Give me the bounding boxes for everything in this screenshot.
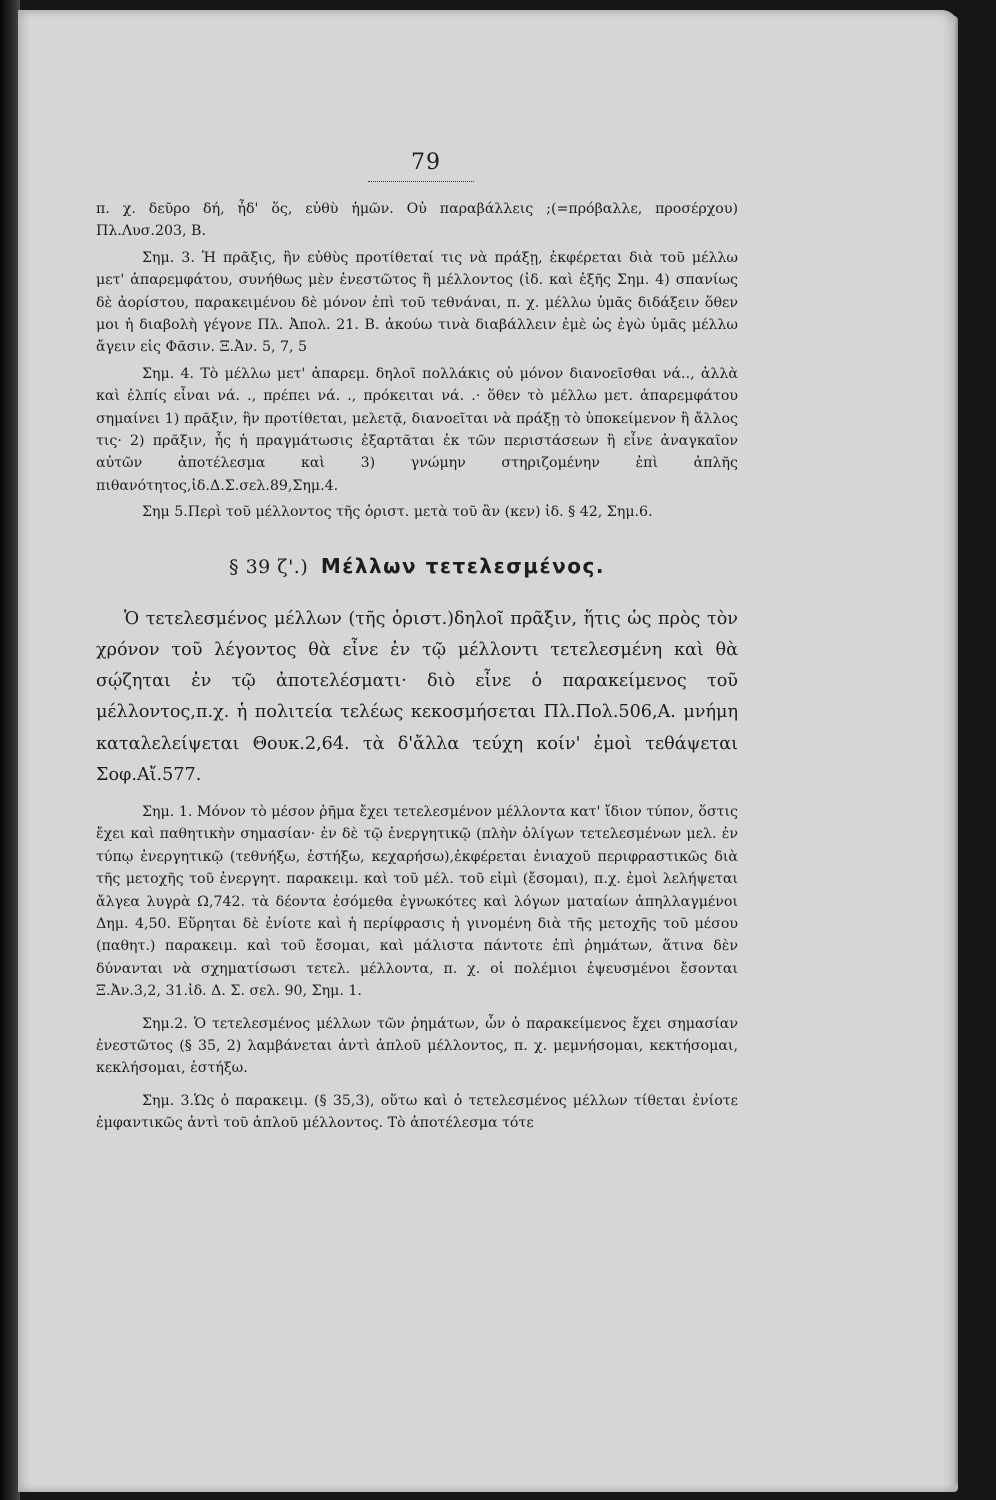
note-5-paragraph: Σημ 5.Περὶ τοῦ μέλλοντος τῆς ὁριστ. μετὰ τοῦ ἂν (κεν) ἰδ. § 42, Σημ.6.	[142, 504, 653, 521]
page-edge	[954, 16, 958, 1486]
section-heading	[96, 554, 738, 578]
page-content	[96, 150, 738, 1135]
section-note-3-paragraph: Σημ. 3.Ὡς ὁ παρακειμ. (§ 35,3), οὕτω καὶ ὁ τετελεσμένος μέλλων τίθεται ἐνίοτε ἐμφαντικῶς ἀντὶ τοῦ ἁπλοῦ μέλλοντος. Τὸ ἀποτέλεσμα τότε	[96, 1092, 738, 1132]
book-binding-shadow	[0, 0, 20, 1500]
page-number-rule	[368, 181, 474, 182]
page-number: 79	[411, 150, 441, 175]
intro-paragraph: π. χ. δεῦρο δή, ἦδ' ὅς, εὐθὺ ἡμῶν. Οὐ παραβάλλεις ;(=πρόβαλλε, προσέρχου) Πλ.Λυσ.203, Β.	[96, 201, 738, 240]
section-title: Μέλλων τετελεσμένος.	[320, 553, 605, 578]
section-number: § 39 ζ'.)	[229, 555, 309, 578]
section-main-paragraph: Ὁ τετελεσμένος μέλλων (τῆς ὁριστ.)δηλοῖ πρᾶξιν, ἥτις ὡς πρὸς τὸν χρόνον τοῦ λέγοντος θὰ εἶνε ἐν τῷ μέλλοντι τετελεσμένη καὶ θὰ σῴζηται ἐν τῷ ἀποτελέσματι· διὸ εἶνε ὁ παρακείμενος τοῦ μέλλοντος,π.χ. ἡ πολιτεία τελέως κεκοσμήσεται Πλ.Πολ.506,Α. μνήμη καταλελείψεται Θουκ.2,64. τὰ δ'ἄλλα τεύχη κοίν' ἐμοὶ τεθάψεται Σοφ.Αἴ.577.	[96, 608, 738, 785]
section-note-2-paragraph: Σημ.2. Ὁ τετελεσμένος μέλλων τῶν ῥημάτων, ὧν ὁ παρακείμενος ἔχει σημασίαν ἐνεστῶτος (§ 35, 2) λαμβάνεται ἀντὶ ἁπλοῦ μέλλοντος, π. χ. μεμνήσομαι, κεκτήσομαι, κεκλήσομαι, ἑστήξω.	[96, 1015, 738, 1077]
section-note-1-paragraph: Σημ. 1. Μόνον τὸ μέσον ῥῆμα ἔχει τετελεσμένον μέλλοντα κατ' ἴδιον τύπον, ὅστις ἔχει καὶ παθητικὴν σημασίαν· ἐν δὲ τῷ ἐνεργητικῷ (πλὴν ὀλίγων τετελεσμένων μελ. ἐν τύπῳ ἐνεργητικῷ (τεθνήξω, ἑστήξω, κεχαρήσω),ἐκφέρεται ἑνιαχοῦ περιφραστικῶς διὰ τῆς μετοχῆς τοῦ ἐνεργητ. παρακειμ. καὶ τοῦ μέλ. τοῦ εἰμὶ (ἔσομαι), π.χ. ἐμοὶ λελήψεται ἄλγεα λυγρὰ Ω,742. τὰ δέοντα ἐσόμεθα ἐγνωκότες καὶ λόγων ματαίων ἀπηλλαγμένοι Δημ. 4,50. Εὕρηται δὲ ἐνίοτε καὶ ἡ περίφρασις ἡ γινομένη διὰ τῆς μετοχῆς τοῦ μέσου (παθητ.) παρακειμ. καὶ τοῦ ἔσομαι, καὶ μάλιστα πάντοτε ἐπὶ ῥημάτων, ἅτινα δὲν δύνανται νὰ σχηματίσωσι τετελ. μέλλοντα, π. χ. οἱ πολέμιοι ἐψευσμένοι ἔσονται Ξ.Ἀν.3,2, 31.ἰδ. Δ. Σ. σελ. 90, Σημ. 1.	[96, 803, 738, 1000]
note-3-paragraph: Σημ. 3. Ἡ πρᾶξις, ἣν εὐθὺς προτίθεταί τις νὰ πράξῃ, ἐκφέρεται διὰ τοῦ μέλλω μετ' ἀπαρεμφάτου, συνήθως μὲν ἐνεστῶτος ἢ μέλλοντος (ἰδ. καὶ ἑξῆς Σημ. 4) σπανίως δὲ ἀορίστου, παρακειμένου δὲ μόνον ἐπὶ τοῦ τεθνάναι, π. χ. μέλλω ὑμᾶς διδάξειν ὅθεν μοι ἡ διαβολὴ γέγονε Πλ. Ἀπολ. 21. Β. ἀκούω τινὰ διαβάλλειν ἐμὲ ὡς ἐγὼ ὑμᾶς μέλλω ἄγειν εἰς Φᾶσιν. Ξ.Ἀν. 5, 7, 5	[96, 249, 738, 356]
note-4-paragraph: Σημ. 4. Τὸ μέλλω μετ' ἀπαρεμ. δηλοῖ πολλάκις οὐ μόνον διανοεῖσθαι νά.., ἀλλὰ καὶ ἐλπίς εἶναι νά. ., πρέπει νά. ., πρόκειται νά. .· ὅθεν τὸ μέλλω μετ. ἀπαρεμφάτου σημαίνει 1) πρᾶξιν, ἣν προτίθεται, μελετᾷ, διανοεῖται νὰ πράξῃ τὸ ὑποκείμενον ἢ ἄλλος τις· 2) πρᾶξιν, ἧς ἡ πραγμάτωσις ἐξαρτᾶται ἐκ τῶν περιστάσεων ἢ εἶνε ἀναγκαῖον αὐτῶν ἀποτέλεσμα καὶ 3) γνώμην στηριζομένην ἐπὶ ἁπλῆς πιθανότητος,ἰδ.Δ.Σ.σελ.89,Σημ.4.	[96, 365, 738, 494]
